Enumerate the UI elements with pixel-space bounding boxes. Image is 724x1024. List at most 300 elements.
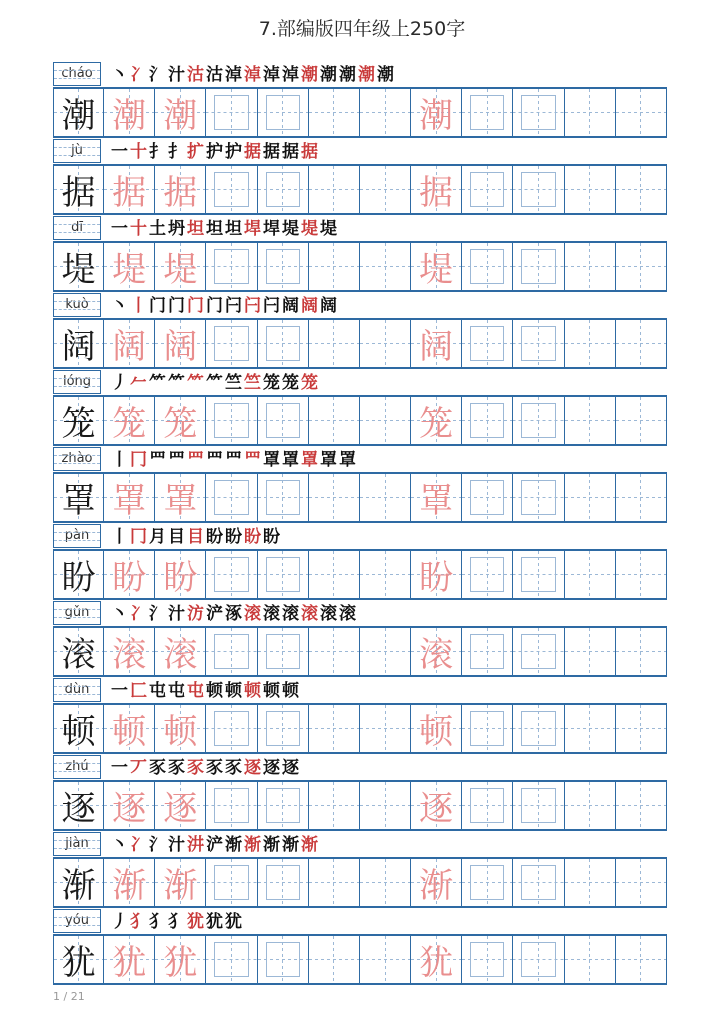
practice-box-cell[interactable] (513, 474, 564, 521)
stroke-order-sequence (111, 680, 299, 702)
stroke-step: 丨 (111, 450, 128, 470)
stroke-step: 土 (149, 219, 166, 239)
trace-character-cell[interactable] (411, 474, 462, 521)
practice-box-frame (214, 711, 248, 746)
trace-character-cell[interactable] (411, 705, 462, 752)
stroke-step: 笼 (263, 373, 280, 393)
stroke-step: 罒 (225, 450, 242, 470)
stroke-order-sequence (111, 526, 280, 548)
blank-practice-cell[interactable] (616, 782, 667, 829)
stroke-step: 犭 (130, 912, 147, 932)
practice-box-cell[interactable] (206, 89, 257, 136)
trace-character-cell[interactable] (104, 628, 155, 675)
model-character-cell (53, 936, 104, 983)
pinyin-label: gǔn (53, 601, 101, 625)
practice-box-frame (521, 249, 555, 284)
practice-box-frame (266, 403, 300, 438)
practice-box-cell[interactable] (462, 705, 513, 752)
stroke-step: 丶 (111, 296, 128, 316)
practice-box-frame (521, 557, 555, 592)
stroke-step: 顿 (225, 681, 242, 701)
blank-practice-cell[interactable] (565, 397, 616, 444)
trace-character-cell[interactable] (411, 551, 462, 598)
model-character-cell (53, 705, 104, 752)
stroke-step: 盼 (225, 527, 242, 547)
practice-box-cell[interactable] (258, 89, 309, 136)
blank-practice-cell[interactable] (565, 320, 616, 367)
practice-box-cell[interactable] (258, 705, 309, 752)
trace-character: 罩 (112, 481, 147, 521)
trace-character-cell[interactable] (104, 474, 155, 521)
stroke-step: 氵 (149, 65, 166, 85)
blank-practice-cell[interactable] (360, 782, 411, 829)
model-character: 渐 (61, 866, 96, 906)
stroke-step: ⺮ (206, 373, 223, 393)
blank-practice-cell[interactable] (309, 551, 360, 598)
practice-box-cell[interactable] (513, 166, 564, 213)
practice-box-cell[interactable] (258, 397, 309, 444)
practice-box-cell[interactable] (206, 397, 257, 444)
blank-practice-cell[interactable] (616, 397, 667, 444)
character-entry (53, 62, 667, 139)
trace-character-cell[interactable] (155, 397, 206, 444)
stroke-step: 涿 (225, 604, 242, 624)
stroke-step: 垾 (263, 219, 280, 239)
practice-box-frame (214, 403, 248, 438)
practice-box-cell[interactable] (462, 474, 513, 521)
blank-practice-cell[interactable] (309, 705, 360, 752)
practice-box-frame (521, 403, 555, 438)
model-character-cell (53, 89, 104, 136)
model-character: 滚 (61, 635, 96, 675)
practice-box-cell[interactable] (462, 320, 513, 367)
stroke-step: 笼 (301, 373, 318, 393)
stroke-step: 逐 (263, 758, 280, 778)
stroke-step: 汁 (168, 835, 185, 855)
practice-box-frame (214, 788, 248, 823)
trace-character: 犹 (419, 943, 454, 983)
practice-box-cell[interactable] (206, 320, 257, 367)
practice-box-cell[interactable] (258, 474, 309, 521)
trace-character: 渐 (112, 866, 147, 906)
pinyin-label: zhú (53, 755, 101, 779)
stroke-step: 竺 (225, 373, 242, 393)
practice-box-cell[interactable] (462, 166, 513, 213)
stroke-step: 阔 (320, 296, 337, 316)
model-character-cell (53, 243, 104, 290)
stroke-step: 汁 (168, 65, 185, 85)
practice-box-cell[interactable] (258, 782, 309, 829)
trace-character-cell[interactable] (411, 243, 462, 290)
stroke-step: 闩 (244, 296, 261, 316)
practice-box-cell[interactable] (462, 859, 513, 906)
trace-character-cell[interactable] (104, 551, 155, 598)
practice-box-cell[interactable] (258, 628, 309, 675)
practice-box-cell[interactable] (206, 859, 257, 906)
character-entry (53, 524, 667, 601)
stroke-step: 坦 (206, 219, 223, 239)
blank-practice-cell[interactable] (565, 936, 616, 983)
trace-character-cell[interactable] (411, 166, 462, 213)
blank-practice-cell[interactable] (309, 320, 360, 367)
practice-box-cell[interactable] (258, 320, 309, 367)
stroke-step: 垾 (244, 219, 261, 239)
trace-character: 盼 (163, 558, 198, 598)
blank-practice-cell[interactable] (616, 859, 667, 906)
practice-box-cell[interactable] (206, 474, 257, 521)
practice-box-cell[interactable] (513, 397, 564, 444)
blank-practice-cell[interactable] (565, 243, 616, 290)
practice-box-cell[interactable] (258, 859, 309, 906)
blank-practice-cell[interactable] (616, 166, 667, 213)
stroke-step: 犭 (149, 912, 166, 932)
trace-character: 笼 (112, 404, 147, 444)
blank-practice-cell[interactable] (565, 474, 616, 521)
stroke-step: 丨 (111, 527, 128, 547)
practice-box-frame (470, 788, 504, 823)
practice-box-cell[interactable] (206, 166, 257, 213)
practice-box-cell[interactable] (206, 705, 257, 752)
blank-practice-cell[interactable] (616, 628, 667, 675)
stroke-step: 十 (130, 219, 147, 239)
blank-practice-cell[interactable] (309, 782, 360, 829)
model-character: 堤 (61, 250, 96, 290)
writing-grid-row (53, 318, 667, 369)
trace-character-cell[interactable] (411, 782, 462, 829)
practice-box-cell[interactable] (258, 166, 309, 213)
trace-character: 犹 (163, 943, 198, 983)
trace-character: 潮 (419, 96, 454, 136)
stroke-step: 淖 (244, 65, 261, 85)
stroke-step: 犹 (206, 912, 223, 932)
stroke-step: 堤 (301, 219, 318, 239)
practice-box-cell[interactable] (513, 320, 564, 367)
stroke-order-sequence (111, 218, 337, 240)
character-entry (53, 293, 667, 370)
trace-character-cell[interactable] (155, 474, 206, 521)
stroke-step: 滚 (244, 604, 261, 624)
stroke-order-sequence (111, 141, 318, 163)
page-title: 7.部编版四年级上250字 (258, 18, 466, 40)
trace-character: 据 (112, 173, 147, 213)
trace-character: 笼 (419, 404, 454, 444)
blank-practice-cell[interactable] (360, 936, 411, 983)
character-entry (53, 216, 667, 293)
trace-character-cell[interactable] (411, 397, 462, 444)
practice-box-cell[interactable] (206, 628, 257, 675)
trace-character: 堤 (163, 250, 198, 290)
stroke-step: 笼 (282, 373, 299, 393)
trace-character-cell[interactable] (155, 243, 206, 290)
trace-character: 渐 (419, 866, 454, 906)
practice-box-frame (266, 788, 300, 823)
trace-character: 滚 (419, 635, 454, 675)
trace-character: 阔 (112, 327, 147, 367)
writing-grid-row (53, 241, 667, 292)
trace-character-cell[interactable] (411, 320, 462, 367)
practice-box-frame (266, 634, 300, 669)
trace-character-cell[interactable] (411, 628, 462, 675)
trace-character-cell[interactable] (411, 89, 462, 136)
stroke-step: 据 (244, 142, 261, 162)
model-character-cell (53, 474, 104, 521)
trace-character-cell[interactable] (155, 936, 206, 983)
trace-character-cell[interactable] (104, 166, 155, 213)
stroke-step: 罩 (282, 450, 299, 470)
stroke-step: 淖 (263, 65, 280, 85)
stroke-step: 堤 (320, 219, 337, 239)
practice-box-cell[interactable] (462, 628, 513, 675)
practice-box-cell[interactable] (462, 551, 513, 598)
blank-practice-cell[interactable] (565, 551, 616, 598)
blank-practice-cell[interactable] (360, 859, 411, 906)
stroke-order-sequence (111, 757, 299, 779)
trace-character: 盼 (419, 558, 454, 598)
stroke-step: 犹 (225, 912, 242, 932)
stroke-step: 逐 (282, 758, 299, 778)
blank-practice-cell[interactable] (309, 243, 360, 290)
trace-character-cell[interactable] (104, 320, 155, 367)
trace-character: 逐 (419, 789, 454, 829)
trace-character: 盼 (112, 558, 147, 598)
blank-practice-cell[interactable] (565, 89, 616, 136)
stroke-step: 罒 (149, 450, 166, 470)
trace-character: 阔 (419, 327, 454, 367)
blank-practice-cell[interactable] (616, 474, 667, 521)
model-character: 据 (61, 173, 96, 213)
stroke-step: 目 (168, 527, 185, 547)
stroke-step: 丿 (111, 373, 128, 393)
practice-box-frame (470, 942, 504, 977)
stroke-step: 氵 (149, 835, 166, 855)
practice-box-cell[interactable] (513, 551, 564, 598)
stroke-step: 竺 (244, 373, 261, 393)
blank-practice-cell[interactable] (616, 551, 667, 598)
trace-character-cell[interactable] (411, 859, 462, 906)
stroke-step: 匚 (130, 681, 147, 701)
stroke-step: 豕 (187, 758, 204, 778)
pinyin-label: dī (53, 216, 101, 240)
trace-character-cell[interactable] (155, 782, 206, 829)
practice-box-cell[interactable] (513, 89, 564, 136)
practice-box-cell[interactable] (462, 397, 513, 444)
blank-practice-cell[interactable] (616, 705, 667, 752)
stroke-step: 滚 (320, 604, 337, 624)
blank-practice-cell[interactable] (309, 397, 360, 444)
blank-practice-cell[interactable] (360, 551, 411, 598)
practice-box-frame (214, 480, 248, 515)
trace-character-cell[interactable] (411, 936, 462, 983)
stroke-order-sequence (111, 911, 242, 933)
stroke-step: 犹 (187, 912, 204, 932)
practice-box-cell[interactable] (513, 705, 564, 752)
stroke-step: 渐 (225, 835, 242, 855)
practice-box-cell[interactable] (462, 89, 513, 136)
pinyin-label: jù (53, 139, 101, 163)
stroke-step: 盼 (206, 527, 223, 547)
stroke-step: 扩 (187, 142, 204, 162)
character-entry (53, 601, 667, 678)
trace-character-cell[interactable] (155, 705, 206, 752)
trace-character-cell[interactable] (155, 628, 206, 675)
practice-box-cell[interactable] (206, 936, 257, 983)
trace-character: 潮 (163, 96, 198, 136)
practice-box-cell[interactable] (462, 782, 513, 829)
practice-box-cell[interactable] (462, 936, 513, 983)
pinyin-label: zhào (53, 447, 101, 471)
stroke-step: 顿 (206, 681, 223, 701)
trace-character-cell[interactable] (155, 89, 206, 136)
trace-character: 滚 (112, 635, 147, 675)
practice-box-cell[interactable] (258, 936, 309, 983)
trace-character-cell[interactable] (104, 936, 155, 983)
trace-character-cell[interactable] (104, 89, 155, 136)
writing-grid-row (53, 626, 667, 677)
blank-practice-cell[interactable] (616, 89, 667, 136)
practice-box-cell[interactable] (513, 782, 564, 829)
stroke-step: 滚 (301, 604, 318, 624)
blank-practice-cell[interactable] (616, 243, 667, 290)
practice-box-frame (521, 326, 555, 361)
stroke-step: 淖 (225, 65, 242, 85)
trace-character: 笼 (163, 404, 198, 444)
practice-box-frame (214, 865, 248, 900)
model-character-cell (53, 628, 104, 675)
practice-box-frame (470, 172, 504, 207)
blank-practice-cell[interactable] (360, 243, 411, 290)
practice-box-frame (214, 95, 248, 130)
stroke-step: 一 (111, 219, 128, 239)
blank-practice-cell[interactable] (565, 859, 616, 906)
practice-box-frame (470, 711, 504, 746)
practice-box-frame (470, 249, 504, 284)
stroke-step: 一 (111, 758, 128, 778)
trace-character-cell[interactable] (104, 859, 155, 906)
practice-box-cell[interactable] (513, 936, 564, 983)
stroke-step: 罩 (263, 450, 280, 470)
blank-practice-cell[interactable] (309, 628, 360, 675)
blank-practice-cell[interactable] (565, 166, 616, 213)
stroke-step: 冫 (130, 65, 147, 85)
blank-practice-cell[interactable] (309, 89, 360, 136)
stroke-step: 门 (168, 296, 185, 316)
blank-practice-cell[interactable] (360, 628, 411, 675)
practice-box-cell[interactable] (206, 243, 257, 290)
blank-practice-cell[interactable] (360, 166, 411, 213)
stroke-step: 犭 (168, 912, 185, 932)
blank-practice-cell[interactable] (309, 474, 360, 521)
trace-character-cell[interactable] (155, 320, 206, 367)
blank-practice-cell[interactable] (309, 166, 360, 213)
trace-character-cell[interactable] (155, 551, 206, 598)
pinyin-label: jiàn (53, 832, 101, 856)
trace-character-cell[interactable] (155, 859, 206, 906)
practice-box-cell[interactable] (206, 782, 257, 829)
stroke-step: 顿 (282, 681, 299, 701)
practice-box-frame (214, 634, 248, 669)
blank-practice-cell[interactable] (309, 936, 360, 983)
practice-box-cell[interactable] (513, 628, 564, 675)
stroke-step: 丆 (130, 758, 147, 778)
character-entry (53, 832, 667, 909)
trace-character: 逐 (112, 789, 147, 829)
practice-box-cell[interactable] (258, 551, 309, 598)
blank-practice-cell[interactable] (565, 782, 616, 829)
trace-character-cell[interactable] (155, 166, 206, 213)
blank-practice-cell[interactable] (360, 89, 411, 136)
trace-character-cell[interactable] (104, 782, 155, 829)
stroke-step: 罒 (244, 450, 261, 470)
practice-box-frame (521, 865, 555, 900)
stroke-step: 闩 (263, 296, 280, 316)
blank-practice-cell[interactable] (360, 474, 411, 521)
practice-box-cell[interactable] (513, 859, 564, 906)
stroke-step: 堤 (282, 219, 299, 239)
stroke-step: 屯 (187, 681, 204, 701)
practice-box-frame (266, 557, 300, 592)
practice-box-frame (470, 634, 504, 669)
stroke-step: 一 (111, 681, 128, 701)
stroke-step: 渐 (301, 835, 318, 855)
trace-character-cell[interactable] (104, 705, 155, 752)
practice-box-cell[interactable] (206, 551, 257, 598)
stroke-step: 目 (187, 527, 204, 547)
stroke-order-sequence (111, 64, 394, 86)
stroke-step: 潮 (377, 65, 394, 85)
stroke-order-sequence (111, 603, 356, 625)
stroke-step: 坍 (168, 219, 185, 239)
blank-practice-cell[interactable] (616, 320, 667, 367)
practice-box-frame (214, 326, 248, 361)
trace-character-cell[interactable] (104, 397, 155, 444)
character-entry (53, 755, 667, 832)
blank-practice-cell[interactable] (309, 859, 360, 906)
practice-box-frame (266, 172, 300, 207)
stroke-step: 滚 (263, 604, 280, 624)
blank-practice-cell[interactable] (565, 705, 616, 752)
stroke-step: 冫 (130, 835, 147, 855)
blank-practice-cell[interactable] (360, 705, 411, 752)
practice-box-cell[interactable] (258, 243, 309, 290)
stroke-step: 罒 (206, 450, 223, 470)
blank-practice-cell[interactable] (360, 397, 411, 444)
trace-character: 滚 (163, 635, 198, 675)
pinyin-label: yóu (53, 909, 101, 933)
trace-character: 犹 (112, 943, 147, 983)
stroke-step: 盼 (263, 527, 280, 547)
practice-box-frame (266, 865, 300, 900)
practice-box-cell[interactable] (462, 243, 513, 290)
blank-practice-cell[interactable] (565, 628, 616, 675)
trace-character-cell[interactable] (104, 243, 155, 290)
stroke-step: 丶 (111, 604, 128, 624)
practice-box-frame (521, 942, 555, 977)
blank-practice-cell[interactable] (360, 320, 411, 367)
stroke-step: 渐 (244, 835, 261, 855)
stroke-step: 冂 (130, 450, 147, 470)
blank-practice-cell[interactable] (616, 936, 667, 983)
practice-box-cell[interactable] (513, 243, 564, 290)
model-character: 阔 (61, 327, 96, 367)
stroke-step: 潮 (358, 65, 375, 85)
stroke-step: 护 (206, 142, 223, 162)
model-character: 逐 (61, 789, 96, 829)
stroke-step: 𠂉 (130, 373, 147, 393)
character-entry (53, 139, 667, 216)
writing-grid-row (53, 87, 667, 138)
stroke-step: 罒 (187, 450, 204, 470)
stroke-step: 罒 (168, 450, 185, 470)
